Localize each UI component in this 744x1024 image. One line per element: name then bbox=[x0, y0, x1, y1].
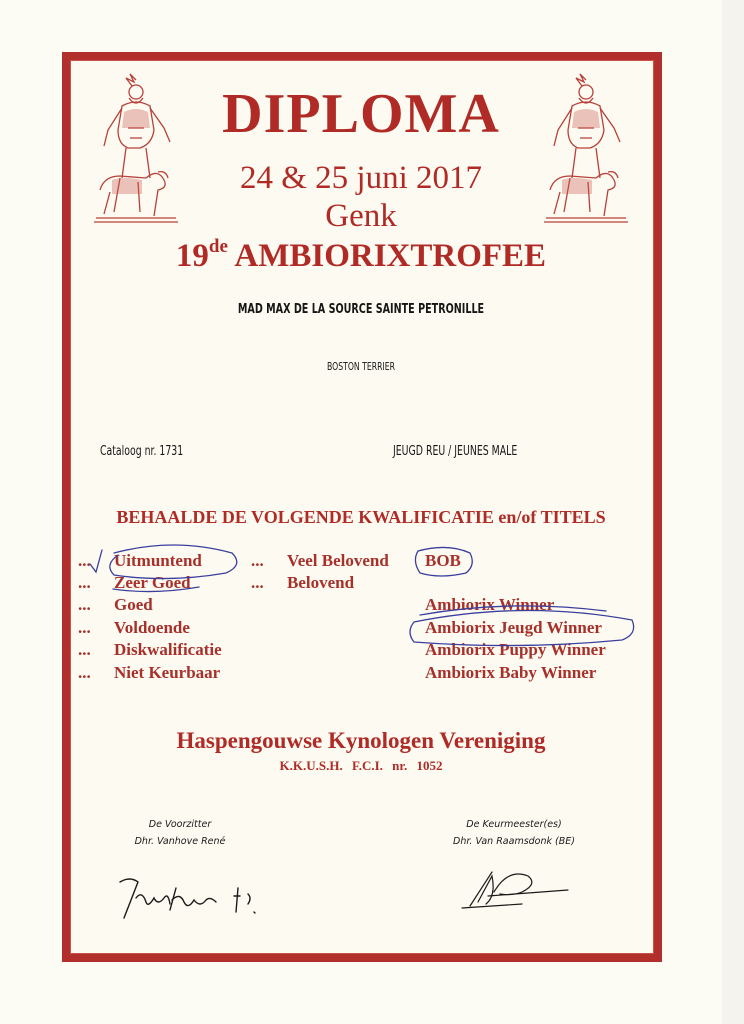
qualification-niet-keurbaar: ... Niet Keurbaar bbox=[78, 663, 221, 682]
qualification-voldoende: ... Voldoende bbox=[78, 618, 190, 637]
qualification-diskwalificatie: ... Diskwalificatie bbox=[78, 640, 222, 659]
qualification-belovend: ... Belovend bbox=[251, 573, 355, 592]
qualification-uitmuntend: ... Uitmuntend bbox=[78, 551, 202, 570]
title-ambiorix-puppy-winner: Ambiorix Puppy Winner bbox=[425, 640, 606, 659]
judge-name: Dhr. Van Raamsdonk (BE) bbox=[453, 836, 575, 847]
association-codes: K.K.U.S.H. F.C.I. nr. 1052 bbox=[279, 758, 443, 773]
judge-signature bbox=[458, 862, 578, 914]
title-ambiorix-winner: Ambiorix Winner bbox=[425, 595, 555, 614]
circle-uitmuntend bbox=[110, 545, 237, 579]
president-signature bbox=[110, 868, 270, 926]
dog-name: MAD MAX DE LA SOURCE SAINTE PETRONILLE bbox=[237, 302, 485, 317]
catalog-number: Cataloog nr. 1731 bbox=[100, 444, 184, 459]
underline-zeer-goed bbox=[113, 587, 199, 592]
circle-bob bbox=[415, 547, 472, 576]
checkmark-uitmuntend bbox=[90, 550, 102, 572]
judge-role: De Keurmeester(es) bbox=[466, 819, 562, 830]
title-ambiorix-baby-winner: Ambiorix Baby Winner bbox=[425, 663, 597, 682]
qualification-veel-belovend: ... Veel Belovend bbox=[251, 551, 389, 570]
president-role: De Voorzitter bbox=[148, 819, 212, 830]
edition-number: 19 bbox=[175, 238, 209, 274]
qualification-zeer-goed: ... Zeer Goed bbox=[78, 573, 191, 592]
event-date: 24 & 25 juni 2017 bbox=[239, 160, 482, 196]
title-bob: BOB bbox=[425, 551, 461, 570]
circle-ambiorix-jeugd-winner bbox=[410, 610, 634, 645]
qualifications-title: BEHAALDE DE VOLGENDE KWALIFICATIE en/of TITELS bbox=[116, 507, 606, 527]
trophy-name: AMBIORIXTROFEE bbox=[234, 238, 547, 274]
president-name: Dhr. Vanhove René bbox=[134, 836, 226, 847]
dog-breed: BOSTON TERRIER bbox=[327, 360, 395, 373]
diploma-title: DIPLOMA bbox=[222, 83, 500, 145]
association-name: Haspengouwse Kynologen Vereniging bbox=[176, 728, 546, 753]
edition-suffix: de bbox=[208, 236, 228, 257]
title-ambiorix-jeugd-winner: Ambiorix Jeugd Winner bbox=[425, 618, 602, 637]
show-class: JEUGD REU / JEUNES MALE bbox=[393, 444, 518, 459]
qualification-goed: ... Goed bbox=[78, 595, 153, 614]
event-place: Genk bbox=[325, 198, 397, 234]
